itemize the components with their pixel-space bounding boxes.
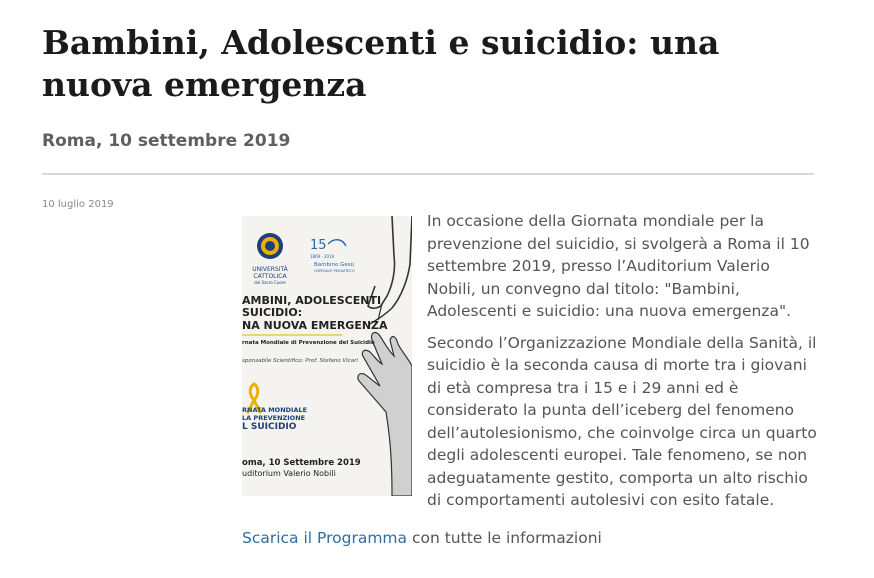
poster-badge-line2: LA PREVENZIONE [242,414,306,422]
event-poster[interactable] [242,216,412,496]
poster-university-name3: del Sacro Cuore [254,280,286,285]
article-paragraph-1: In occasione della Giornata mondiale per la prevenzione del suicidio, si svolgerà a Roma il 10 settembre 2019, presso l’Auditorium Valerio Nobili, un convegno dal titolo: "Bambini, Adolescenti e suicidio: una nuova emergenza". [427,212,810,320]
poster-anniversary-number: 15 [310,238,327,253]
poster-anniversary-years: 1869 · 2019 [310,254,335,259]
divider [42,173,814,175]
poster-venue: uditorium Valerio Nobili [242,469,336,478]
poster-hospital-sub: OSPEDALE PEDIATRICO [314,269,355,273]
article-body [427,210,817,521]
article-paragraph-2: Secondo l’Organizzazione Mondiale della Sanità, il suicidio è la seconda causa di morte tra i giovani di età compresa tra i 15 e i 29 anni ed è considerato la punta dell’iceberg del fenomeno dell’autolesionismo, che coinvolge circa un quarto degli adolescenti europei. Tale fenomeno, se non adeguatamente gestito, comporta un alto rischio di comportamenti autolesivi con esito fatale. [427,333,817,509]
page-title: Bambini, Adolescenti e suicidio: una nuova emergenza [42,23,720,104]
event-location-date: Roma, 10 settembre 2019 [42,131,291,151]
publish-date: 10 luglio 2019 [42,199,114,210]
poster-badge-line1: RNATA MONDIALE [242,406,308,414]
poster-scientific-lead: sponsabile Scientifico: Prof. Stefano Vicari [242,358,358,364]
poster-hospital-name: Bambino Gesù [314,262,355,268]
poster-title-line1: AMBINI, ADOLESCENTI [242,294,382,307]
download-suffix-text: con tutte le informazioni [407,529,602,547]
download-program-link[interactable]: Scarica il Programma [242,529,408,547]
poster-title-line3: NA NUOVA EMERGENZA [242,319,388,332]
poster-event-date: oma, 10 Settembre 2019 [242,458,361,468]
poster-university-name1: UNIVERSITÀ [252,266,288,273]
poster-title-line2: SUICIDIO: [242,306,303,319]
download-line [242,529,602,547]
poster-badge-line3: L SUICIDIO [242,422,297,432]
poster-university-name2: CATTOLICA [253,273,287,280]
poster-tagline: rnata Mondiale di Prevenzione del Suicidio [242,340,375,346]
